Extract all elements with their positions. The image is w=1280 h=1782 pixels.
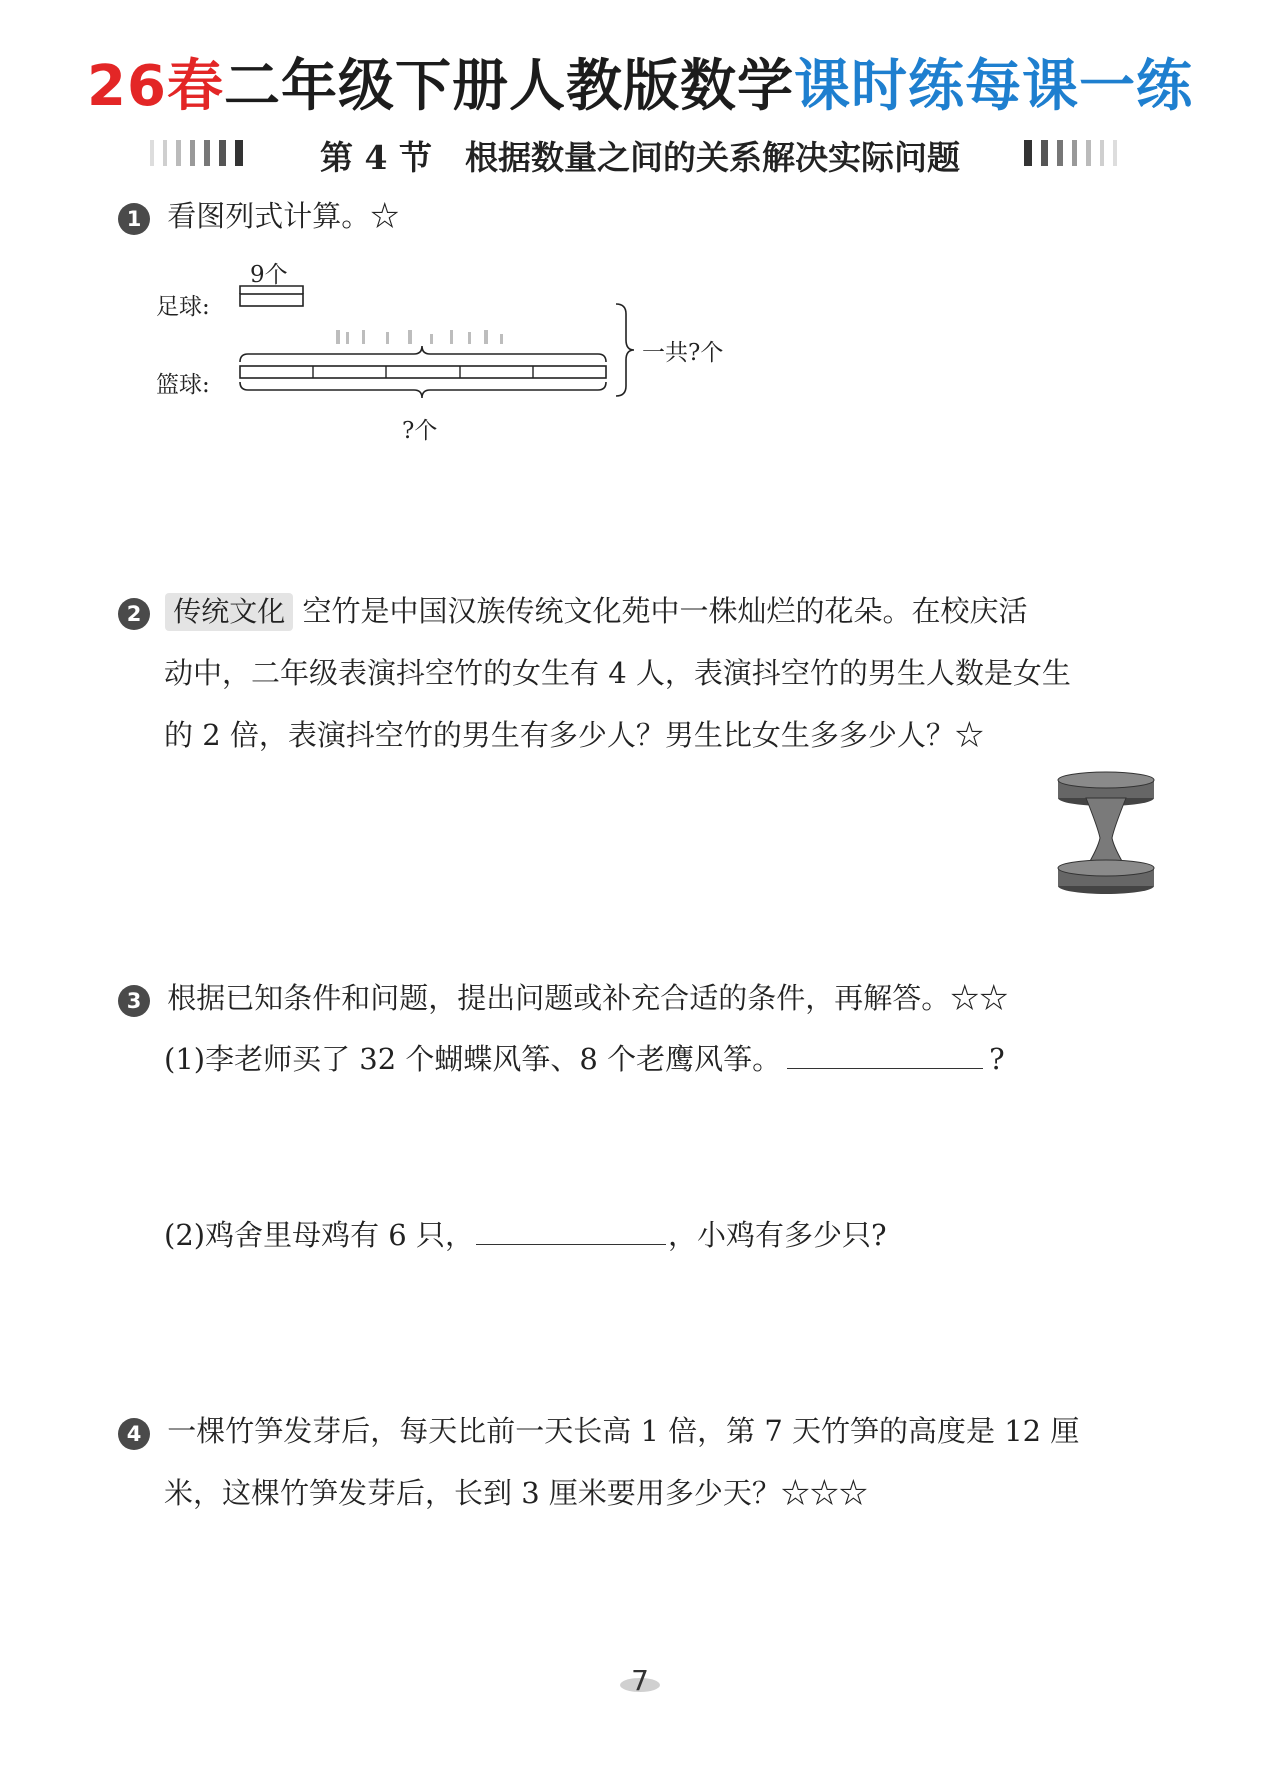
section-title: 第 4 节 根据数量之间的关系解决实际问题 [320, 138, 960, 177]
basketball-unknown-label: ?个 [402, 418, 438, 444]
title-series: 课时练每课一练 [793, 54, 1193, 119]
question-text-line2: 动中，二年级表演抖空竹的女生有 4 人，表演抖空竹的男生人数是女生 [164, 656, 1071, 690]
football-bar [240, 294, 303, 306]
question-number: 3 [118, 985, 150, 1017]
question-3 [118, 982, 1008, 1017]
question-number: 4 [118, 1418, 150, 1450]
question-number: 1 [118, 203, 150, 235]
question-text-line3: 的 2 倍，表演抖空竹的男生有多少人？男生比女生多多少人？☆ [164, 718, 984, 752]
answer-blank-2[interactable] [476, 1216, 666, 1245]
page-number: 7 [631, 1664, 649, 1697]
part-2-end: ，小鸡有多少只? [667, 1218, 887, 1252]
basketball-label: 篮球: [156, 372, 210, 398]
question-number: 2 [118, 598, 150, 630]
faint-marks [336, 330, 503, 344]
question-1 [118, 200, 399, 235]
answer-blank-1[interactable] [787, 1040, 983, 1069]
football-value: 9个 [250, 262, 288, 288]
title-year: 26春 [87, 54, 224, 119]
part-1-text: (1)李老师买了 32 个蝴蝶风筝、8 个老鹰风筝。 [164, 1042, 782, 1076]
total-label: 一共?个 [642, 340, 724, 366]
basketball-top-brace [240, 346, 606, 362]
question-text: 根据已知条件和问题，提出问题或补充合适的条件，再解答。☆☆ [167, 981, 1009, 1015]
question-text: 看图列式计算。☆ [167, 199, 400, 233]
question-3-part-1 [164, 1040, 1005, 1075]
basketball-bar [240, 366, 606, 378]
question-text-line2: 米，这棵竹笋发芽后，长到 3 厘米要用多少天？☆☆☆ [164, 1476, 868, 1510]
right-decor-bars [1024, 140, 1120, 166]
bar-diagram [150, 252, 770, 452]
part-1-end: ? [989, 1042, 1005, 1076]
question-4 [118, 1400, 1178, 1524]
title-grade: 二年级下册人教版数学 [223, 54, 794, 119]
diabolo-image [1052, 768, 1160, 898]
section-header [0, 128, 1280, 178]
part-2-start: (2)鸡舍里母鸡有 6 只， [164, 1218, 474, 1252]
culture-tag: 传统文化 [165, 593, 293, 631]
page-title [0, 42, 1280, 122]
football-label: 足球: [156, 294, 210, 320]
total-brace [616, 304, 634, 396]
question-2 [118, 580, 1178, 766]
basketball-bottom-brace [240, 382, 606, 398]
question-text-line1: 空竹是中国汉族传统文化苑中一株灿烂的花朵。在校庆活 [302, 594, 1028, 628]
question-3-part-2 [164, 1216, 887, 1251]
question-text-line1: 一棵竹笋发芽后，每天比前一天长高 1 倍，第 7 天竹笋的高度是 12 厘 [167, 1414, 1080, 1448]
